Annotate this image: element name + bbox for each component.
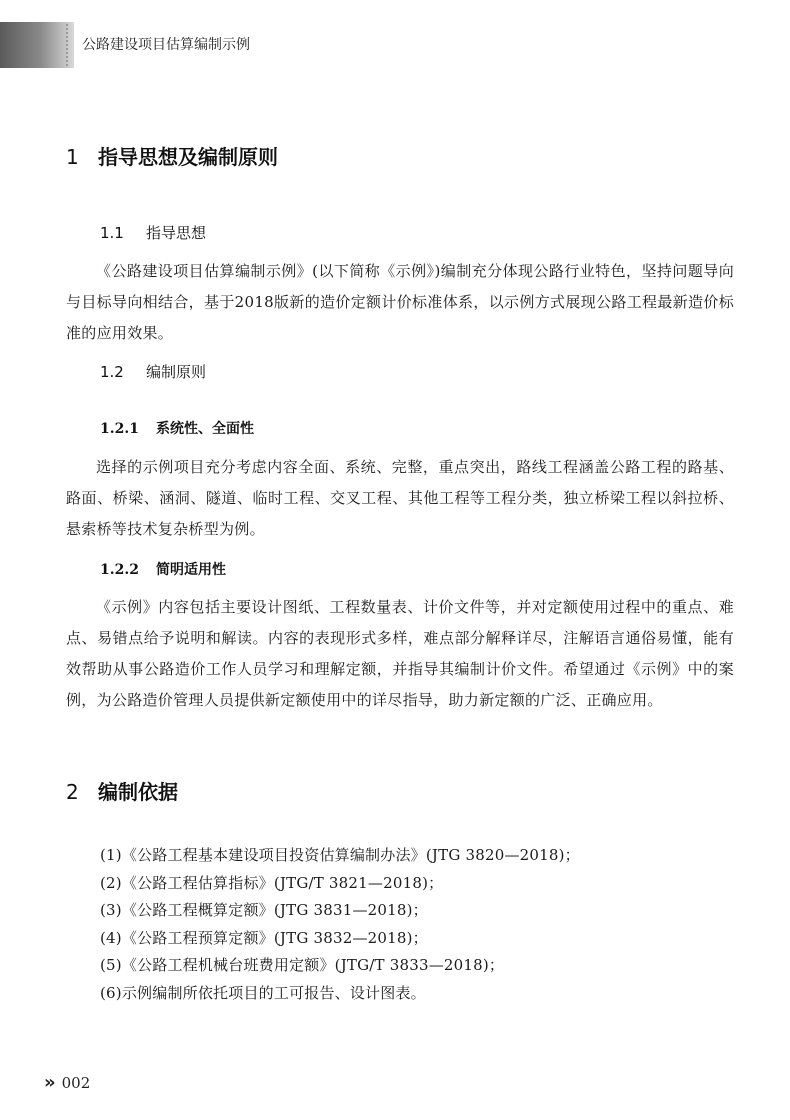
reference-list-item: (4)《公路工程预算定额》(JTG 3832—2018)； [100, 928, 428, 947]
reference-list-item: (6)示例编制所依托项目的工可报告、设计图表。 [100, 983, 426, 1002]
section-1-heading [66, 141, 278, 170]
section-1-2-2-number: 1.2.2 [100, 562, 139, 578]
reference-list-item: (2)《公路工程估算指标》(JTG/T 3821—2018)； [100, 873, 444, 892]
section-1-2-number: 1.2 [100, 363, 124, 381]
page-number: 002 [61, 1074, 91, 1092]
section-1-2-2-title: 简明适用性 [156, 562, 226, 578]
section-1-2-1-paragraph: 选择的示例项目充分考虑内容全面、系统、完整，重点突出，路线工程涵盖公路工程的路基、路面、桥梁、涵洞、隧道、临时工程、交叉工程、其他工程等工程分类，独立桥梁工程以斜拉桥、悬索桥等技术复杂桥型为例。 [66, 458, 734, 538]
section-1-1-title: 指导思想 [146, 224, 207, 242]
section-1-number: 1 [66, 145, 79, 169]
section-1-2-1-number: 1.2.1 [100, 421, 139, 437]
reference-list-item: (5)《公路工程机械台班费用定额》(JTG/T 3833—2018)； [100, 956, 505, 974]
section-1-2-1-title: 系统性、全面性 [156, 421, 254, 437]
section-1-2-1-heading [100, 418, 254, 438]
reference-list-item: (3)《公路工程概算定额》(JTG 3831—2018)； [100, 901, 428, 919]
section-2-heading [66, 776, 178, 805]
double-chevron-icon: » [44, 1072, 56, 1093]
page-footer [44, 1072, 90, 1093]
reference-list-item: (1)《公路工程基本建设项目投资估算编制办法》(JTG 3820—2018)； [100, 846, 580, 864]
reference-list [100, 842, 580, 1007]
section-1-1-number: 1.1 [100, 224, 124, 242]
header-dotted-divider [66, 24, 72, 66]
section-1-1-heading [100, 222, 206, 243]
section-1-title: 指导思想及编制原则 [98, 145, 278, 169]
section-1-2-heading [100, 361, 206, 382]
section-1-2-2-heading [100, 559, 226, 579]
header-decoration-band [0, 22, 74, 68]
section-2-number: 2 [66, 780, 79, 804]
section-1-1-paragraph: 《公路建设项目估算编制示例》(以下简称《示例》)编制充分体现公路行业特色，坚持问题导向与目标导向相结合，基于2018版新的造价定额计价标准体系，以示例方式展现公路工程最新造价标准的应用效果。 [66, 262, 734, 342]
section-1-2-2-paragraph: 《示例》内容包括主要设计图纸、工程数量表、计价文件等，并对定额使用过程中的重点、难点、易错点给予说明和解读。内容的表现形式多样，难点部分解释详尽，注解语言通俗易懂，能有效帮助从事公路造价工作人员学习和理解定额，并指导其编制计价文件。希望通过《示例》中的案例，为公路造价管理人员提供新定额使用中的详尽指导，助力新定额的广泛、正确应用。 [66, 598, 734, 709]
section-1-2-title: 编制原则 [146, 363, 207, 381]
running-header-title: 公路建设项目估算编制示例 [82, 37, 250, 53]
section-2-title: 编制依据 [98, 780, 178, 804]
